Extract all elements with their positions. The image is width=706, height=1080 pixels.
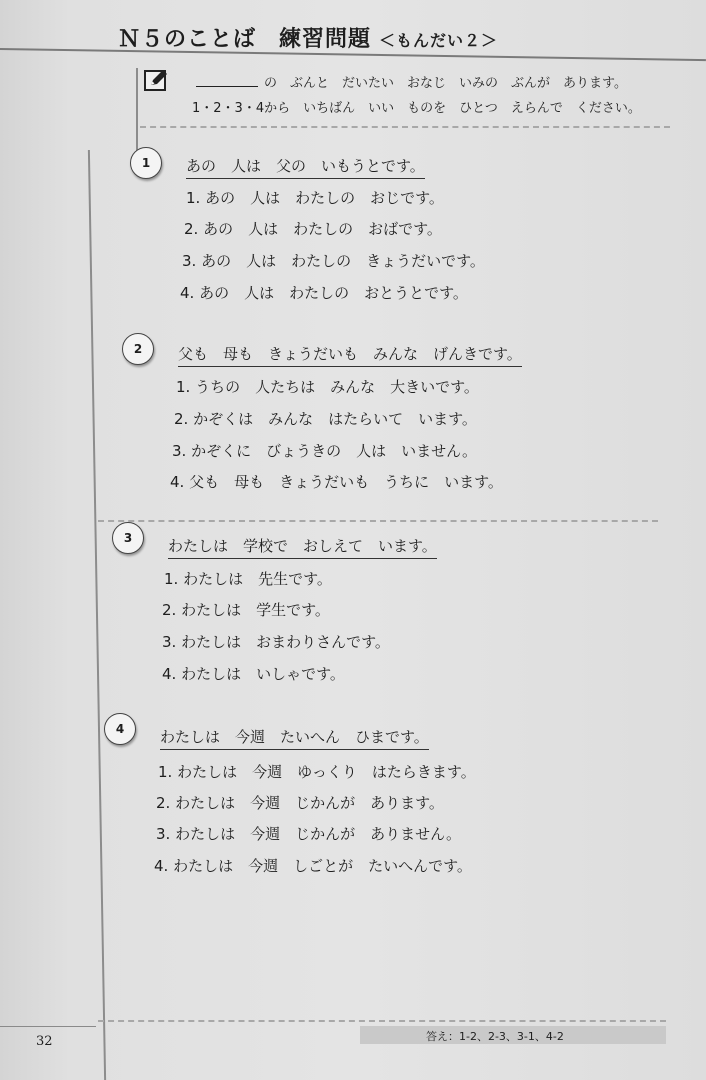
question-3-option-4[interactable]: 4. わたしは いしゃです。 (162, 665, 345, 683)
footer-rule (0, 1026, 96, 1027)
question-3-option-1[interactable]: 1. わたしは 先生です。 (164, 570, 332, 588)
question-2-option-2[interactable]: 2. かぞくは みんな はたらいて います。 (174, 410, 477, 428)
question-4-option-1[interactable]: 1. わたしは 今週 ゆっくり はたらきます。 (158, 763, 476, 781)
question-number-1: 1 (130, 147, 162, 179)
question-number-4: 4 (104, 713, 136, 745)
page-number: 32 (36, 1034, 53, 1049)
answer-key: 答え：1-2、2-3、3-1、4-2 (426, 1030, 564, 1043)
instruction-text-1: の ぶんと だいたい おなじ いみの ぶんが あります。 (264, 76, 627, 91)
instruction-line-1 (196, 72, 627, 91)
dashed-divider-top (140, 126, 670, 128)
question-stem-2: 父も 母も きょうだいも みんな げんきです。 (178, 343, 522, 367)
question-2-option-1[interactable]: 1. うちの 人たちは みんな 大きいです。 (176, 378, 479, 396)
title-text: Ｎ５のことば 練習問題 (118, 27, 372, 52)
margin-line (88, 150, 106, 1080)
question-4-option-2[interactable]: 2. わたしは 今週 じかんが あります。 (156, 794, 444, 812)
instruction-line-2: 1・2・3・4から いちばん いい ものを ひとつ えらんで ください。 (192, 101, 641, 116)
question-2-option-4[interactable]: 4. 父も 母も きょうだいも うちに います。 (170, 473, 503, 491)
dashed-divider-mid (98, 520, 658, 522)
question-2-option-3[interactable]: 3. かぞくに びょうきの 人は いません。 (172, 442, 477, 460)
margin-line-top (136, 68, 138, 158)
question-stem-4: わたしは 今週 たいへん ひまです。 (160, 726, 429, 750)
question-stem-1: あの 人は 父の いもうとです。 (186, 155, 425, 179)
question-4-option-3[interactable]: 3. わたしは 今週 じかんが ありません。 (156, 825, 461, 843)
title-subtitle: ＜もんだい２＞ (379, 31, 499, 50)
question-number-2: 2 (122, 333, 154, 365)
question-3-option-2[interactable]: 2. わたしは 学生です。 (162, 601, 330, 619)
page-title (118, 22, 498, 53)
dashed-divider-bottom (98, 1020, 666, 1022)
instruction-blank (196, 74, 258, 87)
question-1-option-2[interactable]: 2. あの 人は わたしの おばです。 (184, 220, 442, 238)
question-1-option-3[interactable]: 3. あの 人は わたしの きょうだいです。 (182, 252, 485, 270)
question-stem-3: わたしは 学校で おしえて います。 (168, 535, 437, 559)
question-number-3: 3 (112, 522, 144, 554)
question-1-option-4[interactable]: 4. あの 人は わたしの おとうとです。 (180, 284, 468, 302)
question-1-option-1[interactable]: 1. あの 人は わたしの おじです。 (186, 189, 444, 207)
question-4-option-4[interactable]: 4. わたしは 今週 しごとが たいへんです。 (154, 857, 472, 875)
pencil-icon (144, 68, 168, 92)
question-3-option-3[interactable]: 3. わたしは おまわりさんです。 (162, 633, 390, 651)
